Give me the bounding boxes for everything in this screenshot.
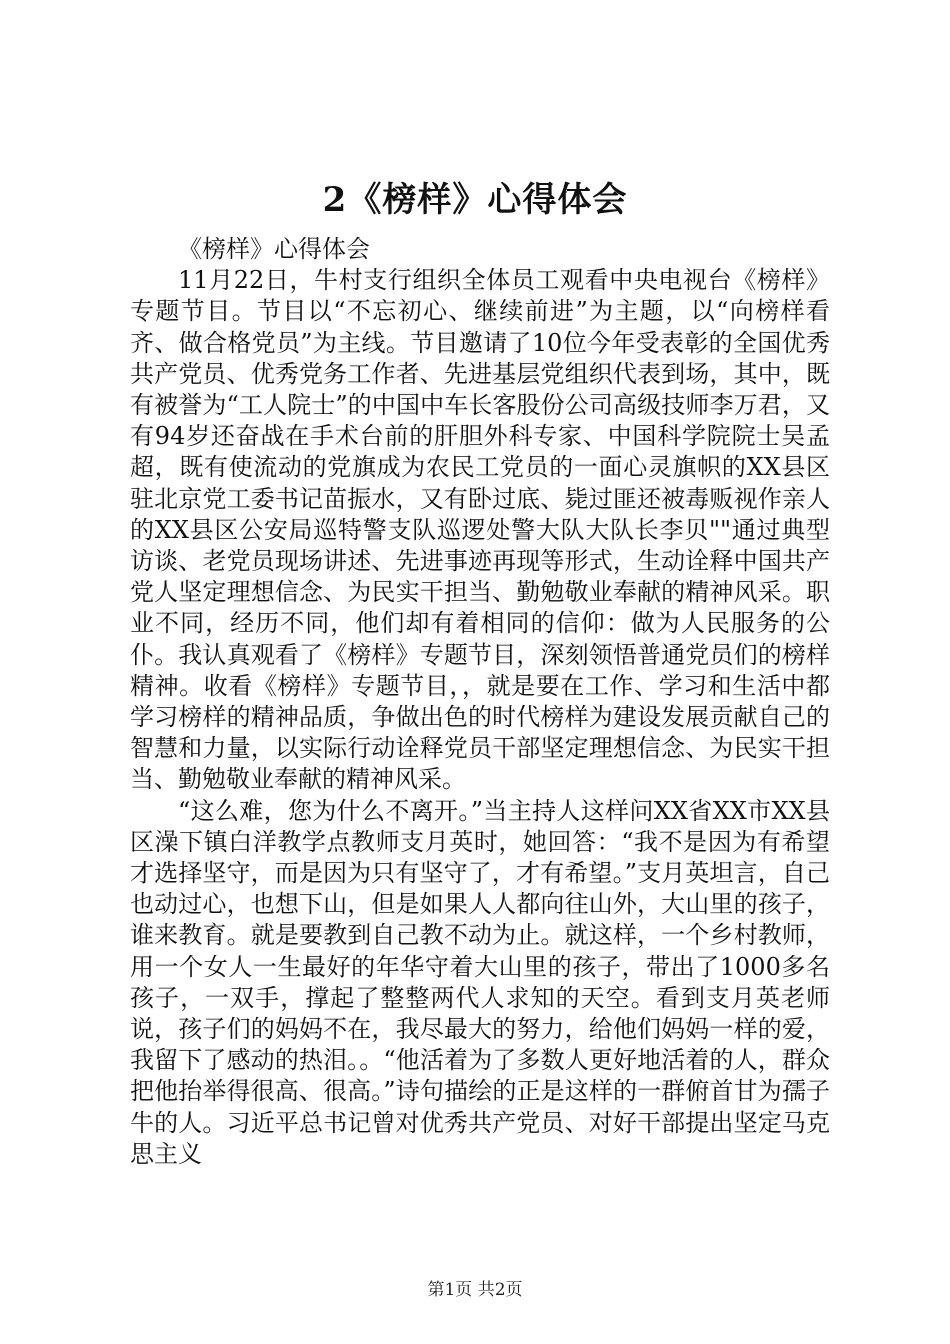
document-title: 2《榜样》心得体会 xyxy=(322,180,628,220)
document-body xyxy=(130,234,830,1170)
paragraph-2: “这么难，您为什么不离开。”当主持人这样问XX省XX市XX县区澡下镇白洋教学点教师支月英时，她回答：“我不是因为有希望才选择坚守，而是因为只有坚守了，才有希望。”支月英坦言，自己也动过心，也想下山，但是如果人人都向往山外，大山里的孩子，谁来教育。就是要教到自己教不动为止。就这样，一个乡村教师，用一个女人一生最好的年华守着大山里的孩子，带出了1000多名孩子，一双手，撑起了整整两代人求知的天空。看到支月英老师说，孩子们的妈妈不在，我尽最大的努力，给他们妈妈一样的爱，我留下了感动的热泪。。“他活着为了多数人更好地活着的人，群众把他抬举得很高、很高。”诗句描绘的正是这样的一群俯首甘为孺子牛的人。习近平总书记曾对优秀共产党员、对好干部提出坚定马克思主义 xyxy=(130,796,830,1168)
page-number: 第1页 共2页 xyxy=(427,1280,523,1300)
paragraph-heading: 《榜样》心得体会 xyxy=(178,235,370,263)
paragraph-1: 11月22日，牛村支行组织全体员工观看中央电视台《榜样》专题节目。节目以“不忘初心、继续前进”为主题，以“向榜样看齐、做合格党员”为主线。节目邀请了10位今年受表彰的全国优秀共产党员、优秀党务工作者、先进基层党组织代表到场，其中，既有被誉为“工人院士”的中国中车长客股份公司高级技师李万君，又有94岁还奋战在手术台前的肝胆外科专家、中国科学院院士吴孟超，既有使流动的党旗成为农民工党员的一面心灵旗帜的XX县区驻北京党工委书记苗振水，又有卧过底、毙过匪还被毒贩视作亲人的XX县区公安局巡特警支队巡逻处警大队大队长李贝""通过典型访谈、老党员现场讲述、先进事迹再现等形式，生动诠释中国共产党人坚定理想信念、为民实干担当、勤勉敬业奉献的精神风采。职业不同，经历不同，他们却有着相同的信仰：做为人民服务的公仆。我认真观看了《榜样》专题节目，深刻领悟普通党员们的榜样精神。收看《榜样》专题节目，，就是要在工作、学习和生活中都学习榜样的精神品质，争做出色的时代榜样为建设发展贡献自己的智慧和力量，以实际行动诠释党员干部坚定理想信念、为民实干担当、勤勉敬业奉献的精神风采。 xyxy=(130,266,830,794)
